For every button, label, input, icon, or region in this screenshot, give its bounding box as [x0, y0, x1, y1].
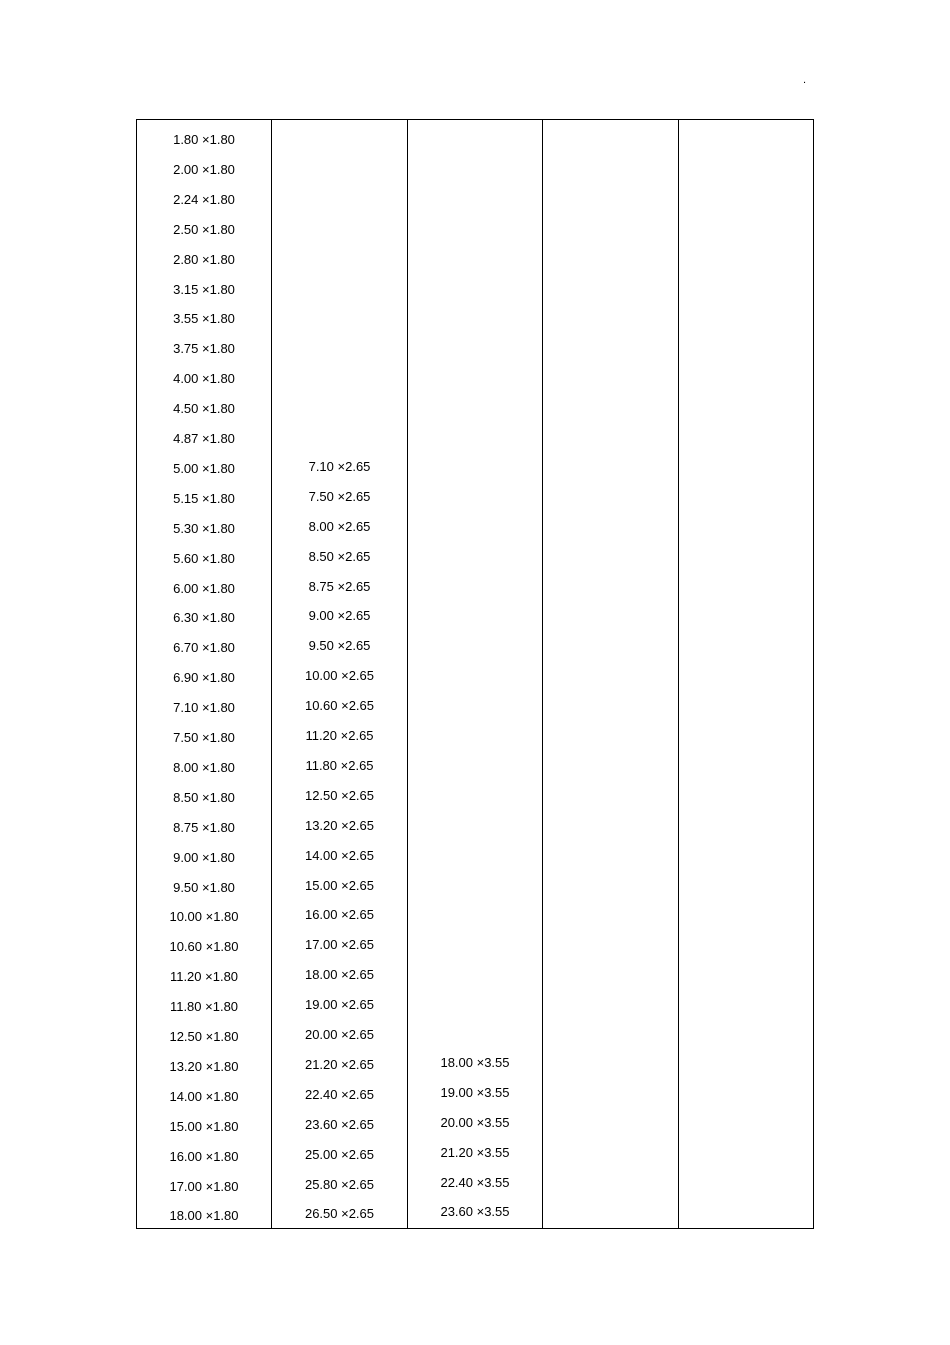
table-cell: 15.00 ×2.65 [304, 877, 375, 893]
table-cell: 10.60 ×2.65 [304, 698, 375, 714]
table-cell: 18.00 ×1.80 [169, 1208, 239, 1224]
table-cell: 6.00 ×1.80 [173, 580, 235, 596]
table-column-1 [137, 120, 272, 1228]
table-cell: 11.20 ×1.80 [169, 969, 239, 985]
table-cell: 6.90 ×1.80 [173, 670, 235, 686]
table-cell: 4.87 ×1.80 [173, 431, 235, 446]
table-cell: 2.24 ×1.80 [173, 191, 235, 207]
table-cell: 8.50 ×2.65 [308, 548, 371, 564]
table-cell: 11.80 ×1.80 [169, 999, 239, 1015]
table-cell: 7.50 ×2.65 [308, 488, 371, 504]
table-cell: 4.50 ×1.80 [173, 401, 235, 417]
table-cell: 16.00 ×1.80 [169, 1148, 239, 1164]
table-cell: 8.75 ×2.65 [308, 578, 371, 594]
table-cell: 11.80 ×2.65 [305, 757, 374, 773]
table-cell: 3.75 ×1.80 [173, 341, 235, 357]
table-cell: 9.50 ×1.80 [173, 879, 235, 895]
table-cell: 25.00 ×2.65 [304, 1146, 375, 1162]
table-cell: 15.00 ×1.80 [169, 1118, 239, 1134]
table-cell: 23.60 ×3.55 [440, 1204, 510, 1220]
table-cell: 18.00 ×2.65 [304, 967, 375, 983]
table-cell: 12.50 ×1.80 [169, 1029, 239, 1044]
table-cell: 19.00 ×3.55 [440, 1084, 510, 1100]
table-cell: 1.80 ×1.80 [173, 132, 235, 147]
table-cell: 12.50 ×2.65 [304, 787, 375, 803]
table-cell: 17.00 ×1.80 [169, 1178, 239, 1194]
table-cell: 13.20 ×1.80 [169, 1058, 239, 1074]
table-cell: 4.00 ×1.80 [173, 371, 235, 387]
table-column-2 [272, 120, 408, 1228]
table-cell: 26.50 ×2.65 [304, 1206, 375, 1222]
table-cell: 7.10 ×2.65 [308, 458, 371, 474]
table-cell: 5.00 ×1.80 [173, 460, 235, 476]
table-cell: 20.00 ×2.65 [304, 1027, 375, 1042]
table-cell: 21.20 ×3.55 [440, 1144, 510, 1160]
table-cell: 21.20 ×2.65 [304, 1056, 375, 1072]
table-cell: 3.15 ×1.80 [173, 281, 235, 297]
table-cell: 2.00 ×1.80 [173, 161, 235, 177]
table-cell: 5.60 ×1.80 [173, 550, 235, 566]
table-cell: 5.30 ×1.80 [173, 520, 235, 536]
table-column-3 [408, 120, 543, 1228]
table-cell: 16.00 ×2.65 [304, 907, 375, 923]
table-cell: 2.50 ×1.80 [173, 221, 235, 237]
table-cell: 20.00 ×3.55 [440, 1114, 510, 1130]
table-cell: 8.00 ×1.80 [173, 759, 235, 775]
table-column-4 [543, 120, 679, 1228]
table-cell: 6.70 ×1.80 [173, 640, 235, 656]
table-cell: 8.50 ×1.80 [173, 789, 235, 805]
table-cell: 25.80 ×2.65 [304, 1176, 375, 1192]
table-cell: 5.15 ×1.80 [173, 490, 235, 506]
table-cell: 10.00 ×1.80 [169, 909, 239, 925]
table-cell: 22.40 ×3.55 [440, 1174, 510, 1190]
table-cell: 13.20 ×2.65 [304, 817, 375, 833]
table-cell: 23.60 ×2.65 [304, 1116, 375, 1132]
page-mark: . [803, 74, 807, 86]
table-cell: 18.00 ×3.55 [440, 1054, 510, 1070]
table-column-5 [679, 120, 815, 1228]
table-cell: 8.75 ×1.80 [173, 819, 235, 835]
table-cell: 10.60 ×1.80 [169, 939, 239, 955]
table-cell: 7.50 ×1.80 [173, 730, 235, 745]
table-cell: 3.55 ×1.80 [173, 311, 235, 327]
table-cell: 14.00 ×1.80 [169, 1088, 239, 1104]
table-cell: 17.00 ×2.65 [304, 937, 375, 953]
table-cell: 2.80 ×1.80 [173, 251, 235, 267]
table-cell: 11.20 ×2.65 [305, 728, 374, 743]
table-cell: 6.30 ×1.80 [173, 610, 235, 626]
table-cell: 8.00 ×2.65 [308, 518, 371, 534]
table-cell: 10.00 ×2.65 [304, 668, 375, 684]
table-cell: 9.00 ×2.65 [308, 608, 371, 624]
table-cell: 14.00 ×2.65 [304, 847, 375, 863]
size-table [136, 119, 814, 1229]
table-cell: 19.00 ×2.65 [304, 997, 375, 1013]
table-cell: 9.50 ×2.65 [308, 638, 371, 654]
table-cell: 9.00 ×1.80 [173, 849, 235, 865]
table-cell: 7.10 ×1.80 [173, 700, 235, 716]
table-cell: 22.40 ×2.65 [304, 1086, 375, 1102]
